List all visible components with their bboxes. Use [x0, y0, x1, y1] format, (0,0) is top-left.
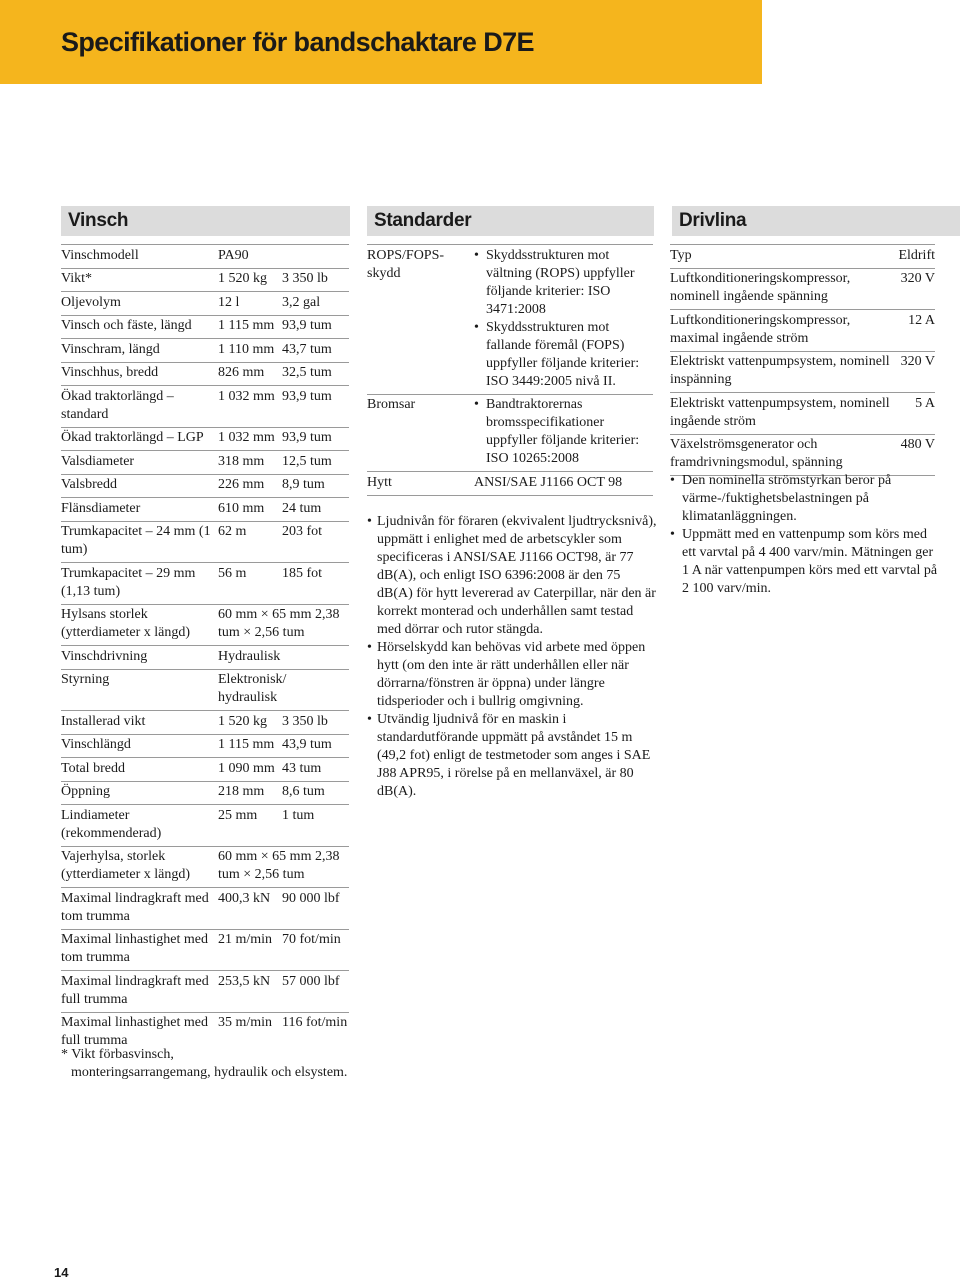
list-item: [367, 711, 657, 801]
drivlina-notes: [670, 472, 940, 598]
table-row: [670, 435, 935, 477]
row-label: Luftkonditioneringskompressor, maximal ingående ström: [670, 312, 851, 346]
row-label: Maximal linhastighet med full trumma: [61, 1015, 208, 1048]
row-label: Öppning: [61, 784, 110, 799]
table-row: [61, 475, 349, 499]
row-label: Luftkonditioneringskompressor, nominell ingående spänning: [670, 271, 851, 304]
row-value-metric: 12 l: [218, 294, 240, 310]
table-row: [61, 670, 349, 712]
row-label: Trumkapacitet – 24 mm (1 tum): [61, 524, 211, 557]
bullet-icon: •: [670, 527, 675, 542]
row-value-metric: 1 090 mm: [218, 760, 275, 776]
standarder-table: [367, 244, 653, 496]
table-row: [61, 339, 349, 363]
row-value: Hydraulisk: [218, 648, 281, 664]
table-row: [61, 888, 349, 930]
table-row: [61, 805, 349, 847]
table-row: [61, 269, 349, 293]
table-row: [670, 244, 935, 269]
list-item: • Bandtraktorernas bromsspecifikationer uppfyller följande kriterier: ISO 10265:2008: [474, 396, 653, 468]
row-label: Ökad traktorlängd – standard: [61, 388, 174, 422]
row-value-metric: 1 520 kg: [218, 271, 267, 286]
row-value: Eldrift: [898, 247, 935, 263]
table-row: [61, 386, 349, 428]
row-value: 480 V: [900, 437, 935, 452]
row-value-metric: 218 mm: [218, 784, 265, 799]
row-value-imperial: 12,5 tum: [282, 453, 332, 469]
row-label: Elektriskt vattenpumpsystem, nominell inspänning: [670, 354, 890, 387]
row-value-imperial: 3 350 lb: [282, 271, 328, 286]
row-value-metric: 226 mm: [218, 477, 265, 492]
row-value: 60 mm × 65 mm 2,38 tum × 2,56 tum: [218, 849, 340, 882]
list-item-text: Den nominella strömstyrkan beror på värme-/fuktighetsbelastningen på klimatanläggningen.: [682, 473, 892, 524]
row-value-imperial: 1 tum: [282, 807, 315, 823]
row-label: Växelströmsgenerator och framdrivningsmodul, spänning: [670, 437, 843, 470]
table-row: [670, 352, 935, 394]
row-value: ANSI/SAE J1166 OCT 98: [474, 474, 623, 490]
row-value-imperial: 43,7 tum: [282, 341, 332, 357]
list-item: • Skyddsstrukturen mot fallande föremål (FOPS) uppfyller följande kriterier: ISO 3449:2005 nivå II.: [474, 319, 653, 391]
table-row: [61, 646, 349, 670]
row-label: Vajerhylsa, storlek (ytterdiameter x längd): [61, 849, 191, 882]
table-row: [61, 292, 349, 316]
list-item-text: Ljudnivån för föraren (ekvivalent ljudtrycksnivå), uppmätt i enlighet med de arbetscykler som specificeras i ANSI/SAE J1166 OCT98, är 77 dB(A), och enligt ISO 6396:2008 är den 75 dB(A) för hytt levererad av Caterpillar, när den är korrekt monterad och underhållen samt testad med dörrar och rutor stängda.: [377, 514, 657, 637]
table-row: [61, 711, 349, 735]
list-item: [367, 513, 657, 639]
row-value-metric: 400,3 kN: [218, 890, 271, 906]
drivlina-table: [670, 244, 935, 476]
list-item: [670, 526, 940, 598]
table-row: [61, 244, 349, 269]
row-value-imperial: 93,9 tum: [282, 318, 332, 333]
table-row: [367, 395, 653, 473]
row-label: Valsdiameter: [61, 453, 135, 469]
row-value-imperial: 3,2 gal: [282, 294, 321, 310]
table-row: [61, 363, 349, 387]
row-label: ROPS/FOPS-skydd: [367, 247, 445, 281]
row-value: 12 A: [908, 312, 935, 328]
row-value-imperial: 43,9 tum: [282, 737, 332, 752]
table-row: [61, 605, 349, 647]
row-label: Installerad vikt: [61, 713, 146, 729]
vinsch-footnote: [61, 1046, 351, 1082]
row-value-metric: 318 mm: [218, 453, 265, 469]
row-label: Hylsans storlek (ytterdiameter x längd): [61, 607, 191, 640]
row-label: Elektriskt vattenpumpsystem, nominell ingående ström: [670, 395, 890, 429]
section-header-drivlina: Drivlina: [672, 206, 960, 236]
list-item-text: Uppmätt med en vattenpump som körs med ett varvtal på 4 400 varv/min. Mätningen ger 1 A när vattenpumpen körs med ett varvtal på 2 100 varv/min.: [682, 527, 938, 596]
table-row: [367, 244, 653, 395]
page-number: 14: [54, 1265, 69, 1280]
table-row: [61, 847, 349, 889]
list-item-text: Skyddsstrukturen mot fallande föremål (FOPS) uppfyller följande kriterier: ISO 3449:2005 nivå II.: [486, 319, 640, 389]
row-value: 5 A: [915, 395, 935, 411]
footnote-line-1: * Vikt förbasvinsch,: [61, 1047, 174, 1062]
page-title: Specifikationer för bandschaktare D7E: [61, 27, 534, 57]
row-label: Styrning: [61, 672, 110, 687]
table-row: [61, 758, 349, 782]
row-label: Bromsar: [367, 397, 416, 412]
row-value-metric: 1 520 kg: [218, 713, 267, 729]
row-value: [474, 247, 653, 391]
table-row: [367, 472, 653, 496]
bullet-icon: •: [670, 473, 675, 488]
row-value: 320 V: [900, 271, 935, 286]
list-item: • Skyddsstrukturen mot vältning (ROPS) uppfyller följande kriterier: ISO 3471:2008: [474, 247, 653, 319]
table-row: [670, 310, 935, 352]
row-value-imperial: 3 350 lb: [282, 713, 328, 729]
row-label: Vinschram, längd: [61, 341, 160, 357]
row-value-imperial: 116 fot/min: [282, 1015, 348, 1030]
row-label: Trumkapacitet – 29 mm (1,13 tum): [61, 565, 196, 599]
table-row: [61, 563, 349, 605]
row-label: Flänsdiameter: [61, 500, 141, 516]
row-value-metric: 25 mm: [218, 807, 258, 823]
row-value-metric: 35 m/min: [218, 1015, 273, 1030]
row-value-imperial: 57 000 lbf: [282, 973, 340, 989]
section-header-standarder: Standarder: [367, 206, 654, 236]
row-label: Maximal lindragkraft med full trumma: [61, 973, 209, 1007]
row-label: Valsbredd: [61, 477, 117, 492]
row-label: Vinschhus, bredd: [61, 365, 159, 380]
row-value-imperial: 93,9 tum: [282, 388, 332, 404]
row-value-metric: 610 mm: [218, 500, 265, 516]
footnote-line-2: monteringsarrangemang, hydraulik och elsystem.: [71, 1065, 348, 1080]
row-value-imperial: 24 tum: [282, 500, 322, 516]
row-label: Lindiameter (rekommenderad): [61, 807, 162, 841]
row-value-metric: 62 m: [218, 524, 247, 539]
bullet-icon: •: [367, 640, 372, 655]
row-label: Maximal linhastighet med tom trumma: [61, 932, 208, 965]
row-label: Typ: [670, 247, 692, 263]
table-row: [670, 269, 935, 311]
bullet-icon: •: [367, 514, 372, 529]
table-row: [61, 451, 349, 475]
row-label: Ökad traktorlängd – LGP: [61, 430, 204, 445]
title-bar: [0, 0, 762, 84]
row-value-imperial: 185 fot: [282, 565, 323, 581]
row-label: Hytt: [367, 474, 392, 490]
table-row: [61, 428, 349, 452]
table-row: [61, 735, 349, 759]
table-row: [61, 971, 349, 1013]
list-item-text: Bandtraktorernas bromsspecifikationer uppfyller följande kriterier: ISO 10265:2008: [486, 397, 640, 466]
row-label: Vinschlängd: [61, 737, 131, 752]
row-value-imperial: 43 tum: [282, 760, 322, 776]
table-row: [670, 393, 935, 435]
table-row: [61, 930, 349, 972]
row-value: [474, 396, 653, 468]
list-item: [670, 472, 940, 526]
list-item-text: Utvändig ljudnivå för en maskin i standardutförande uppmätt på avståndet 15 m (49,2 fot) enligt de testmetoder som anges i SAE J88 APR95, i rörelse på en mellanväxel, är 80 dB(A).: [377, 712, 651, 799]
table-row: [61, 316, 349, 340]
section-header-vinsch: Vinsch: [61, 206, 350, 236]
row-value: 320 V: [900, 354, 935, 369]
row-label: Total bredd: [61, 760, 125, 776]
row-value: 60 mm × 65 mm 2,38 tum × 2,56 tum: [218, 607, 340, 640]
row-label: Maximal lindragkraft med tom trumma: [61, 890, 209, 924]
row-value-imperial: 8,6 tum: [282, 784, 325, 799]
row-value-metric: 21 m/min: [218, 932, 273, 947]
row-value-imperial: 90 000 lbf: [282, 890, 340, 906]
row-value-imperial: 32,5 tum: [282, 365, 332, 380]
list-item-text: Hörselskydd kan behövas vid arbete med öppen hytt (om den inte är rätt underhållen eller när dörrarna/fönstren är öppna) under längre tidsperioder och i bullrig omgivning.: [377, 640, 646, 709]
row-value: Elektronisk/ hydraulisk: [218, 672, 287, 705]
row-label: Vinsch och fäste, längd: [61, 318, 192, 333]
row-value-imperial: 8,9 tum: [282, 477, 325, 492]
row-label: Vinschmodell: [61, 247, 139, 263]
row-value-metric: 826 mm: [218, 365, 265, 380]
row-label: Vikt*: [61, 271, 93, 286]
row-value-metric: 1 115 mm: [218, 737, 275, 752]
vinsch-table: [61, 244, 349, 1053]
list-item: [367, 639, 657, 711]
row-value-metric: 1 032 mm: [218, 430, 275, 445]
row-value-metric: 1 110 mm: [218, 341, 275, 357]
row-value: PA90: [218, 247, 249, 263]
row-value-metric: 253,5 kN: [218, 973, 271, 989]
table-row: [61, 782, 349, 806]
bullet-icon: •: [367, 712, 372, 727]
row-label: Vinschdrivning: [61, 648, 148, 664]
table-row: [61, 498, 349, 522]
row-value-imperial: 93,9 tum: [282, 430, 332, 445]
row-value-imperial: 203 fot: [282, 524, 323, 539]
list-item-text: Skyddsstrukturen mot vältning (ROPS) uppfyller följande kriterier: ISO 3471:2008: [486, 247, 635, 317]
row-value-imperial: 70 fot/min: [282, 932, 341, 947]
standarder-notes: [367, 513, 657, 801]
row-value-metric: 56 m: [218, 565, 247, 581]
row-value-metric: 1 032 mm: [218, 388, 275, 404]
table-row: [61, 522, 349, 564]
row-label: Oljevolym: [61, 294, 121, 310]
row-value-metric: 1 115 mm: [218, 318, 275, 333]
